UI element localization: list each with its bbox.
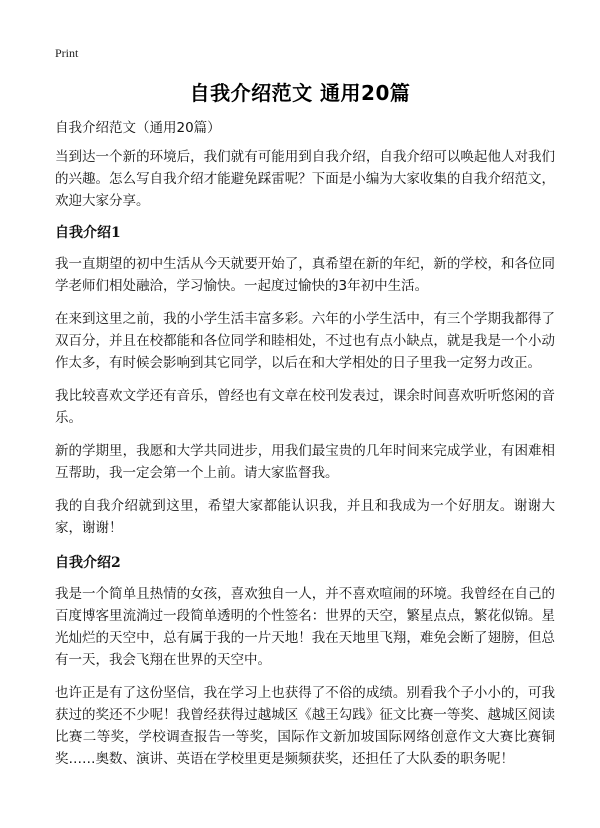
section-paragraph: 我的自我介绍就到这里，希望大家都能认识我，并且和我成为一个好朋友。谢谢大家，谢谢！: [55, 498, 555, 536]
section-heading: 自我介绍2: [55, 555, 121, 571]
section-paragraph: 新的学期里，我愿和大学共同进步，用我们最宝贵的几年时间来完成学业，有困难相互帮助，我一定会第一个上前。请大家监督我。: [55, 443, 555, 481]
document-body: [55, 118, 555, 781]
intro-paragraph: 当到达一个新的环境后，我们就有可能用到自我介绍，自我介绍可以唤起他人对我们的兴趣。怎么写自我介绍才能避免踩雷呢？下面是小编为大家收集的自我介绍范文，欢迎大家分享。: [55, 149, 555, 209]
section-paragraph: 在来到这里之前，我的小学生活丰富多彩。六年的小学生活中，有三个学期我都得了双百分，并且在校都能和各位同学和睦相处，不过也有点小缺点，就是我是一个小动作太多，有时候会影响到其它同学，以后在和大学相处的日子里我一定努力改正。: [55, 311, 555, 371]
section-paragraph: 我比较喜欢文学还有音乐，曾经也有文章在校刊发表过，课余时间喜欢听听悠闲的音乐。: [55, 388, 555, 426]
page-title: 自我介绍范文 通用20篇: [189, 81, 411, 105]
section-heading: 自我介绍1: [55, 225, 121, 241]
section-paragraph: 我是一个简单且热情的女孩，喜欢独自一人，并不喜欢喧闹的环境。我曾经在自己的百度博客里流淌过一段简单透明的个性签名：世界的天空，繁星点点，繁花似锦。星光灿烂的天空中，总有属于我的一片天地！我在天地里飞翔，难免会断了翅膀，但总有一天，我会飞翔在世界的天空中。: [55, 586, 555, 668]
section-paragraph: 我一直期望的初中生活从今天就要开始了，真希望在新的年纪，新的学校，和各位同学老师们相处融洽，学习愉快。一起度过愉快的3年初中生活。: [55, 256, 555, 294]
print-link[interactable]: Print: [55, 46, 79, 60]
section-paragraph: 也许正是有了这份坚信，我在学习上也获得了不俗的成绩。别看我个子小小的，可我获过的奖还不少呢！我曾经获得过越城区《越王勾践》征文比赛一等奖、越城区阅读比赛二等奖，学校调查报告一等奖，国际作文新加坡国际网络创意作文大赛比赛铜奖……奥数、演讲、英语在学校里更是频频获奖，还担任了大队委的职务呢！: [55, 685, 555, 767]
document-subtitle: 自我介绍范文（通用20篇）: [55, 120, 221, 136]
